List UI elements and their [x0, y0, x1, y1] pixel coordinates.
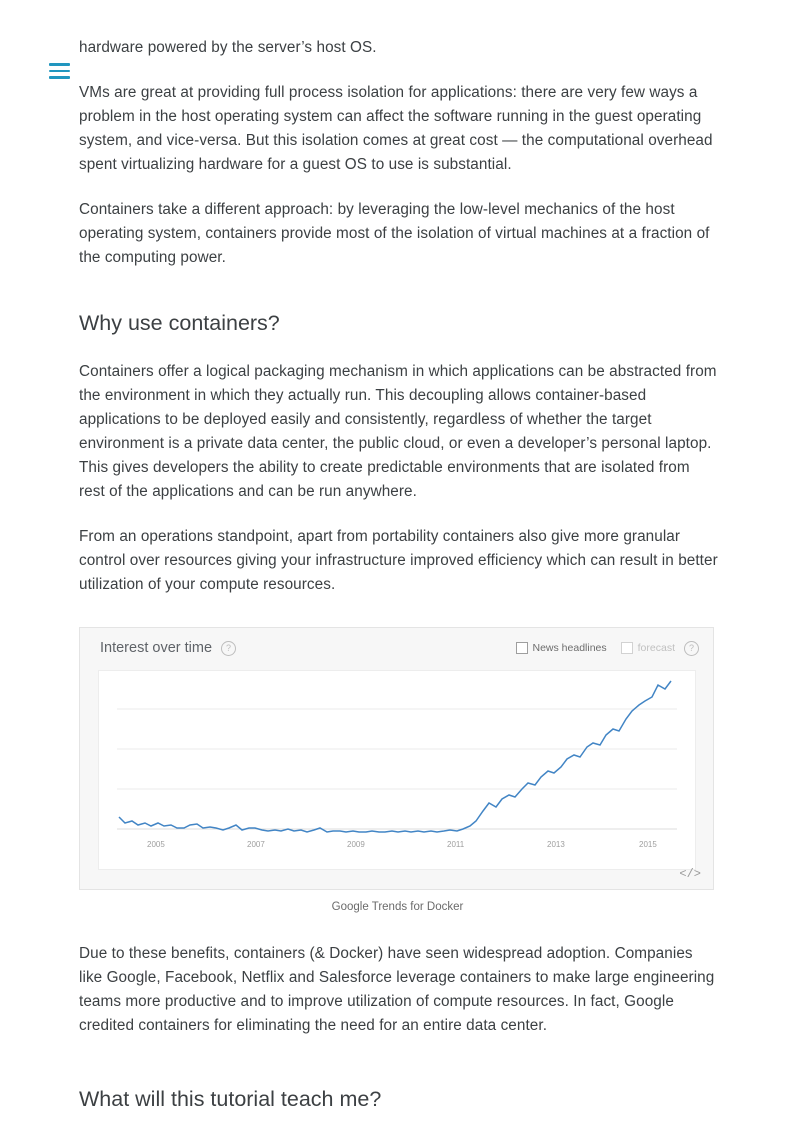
- hamburger-bar: [49, 76, 70, 79]
- xtick-label: 2009: [347, 840, 365, 849]
- xtick-label: 2007: [247, 840, 265, 849]
- heading-why-use-containers: Why use containers?: [79, 311, 280, 335]
- paragraph: VMs are great at providing full process isolation for applications: there are very few ways a problem in the host operating system can affect the software running in the guest operating system, and vice-versa. But this isolation comes at great cost — the computational overhead spent virtualizing hardware for a guest OS to use is substantial.: [79, 84, 713, 173]
- google-trends-figure: [79, 627, 716, 913]
- xtick-label: 2013: [547, 840, 565, 849]
- embed-code-icon[interactable]: </>: [679, 867, 701, 881]
- hamburger-bar: [49, 63, 70, 66]
- checkbox-icon[interactable]: [516, 642, 528, 654]
- forecast-checkbox[interactable]: [621, 641, 699, 656]
- help-icon[interactable]: ?: [221, 641, 236, 656]
- help-icon[interactable]: ?: [684, 641, 699, 656]
- hamburger-icon[interactable]: [49, 60, 71, 82]
- heading-what-will-this-tutorial-teach-me: What will this tutorial teach me?: [79, 1087, 382, 1111]
- trends-widget-options: [516, 641, 700, 656]
- xtick-label: 2015: [639, 840, 657, 849]
- trends-widget-title: Interest over time: [100, 640, 213, 656]
- paragraph: Containers take a different approach: by leveraging the low-level mechanics of the host operating system, containers provide most of the isolation of virtual machines at a fraction of the computing power.: [79, 201, 710, 266]
- news-headlines-checkbox[interactable]: [516, 642, 607, 654]
- paragraph: Containers offer a logical packaging mechanism in which applications can be abstracted from the environment in which they actually run. This decoupling allows container-based applications to be deployed easily and consistently, regardless of whether the target environment is a private data center, the public cloud, or even a developer’s personal laptop. This gives developers the ability to create predictable environments that are isolated from rest of the applications and can be run anywhere.: [79, 363, 717, 500]
- gridlines: [117, 709, 677, 829]
- paragraph: Due to these benefits, containers (& Docker) have seen widespread adoption. Companies like Google, Facebook, Netflix and Salesforce leverage containers to make large engineering teams more productive and to improve utilization of compute resources. In fact, Google credited containers for eliminating the need for an entire data center.: [79, 945, 715, 1034]
- xtick-label: 2005: [147, 840, 165, 849]
- forecast-label: forecast: [637, 642, 675, 654]
- paragraph: From an operations standpoint, apart from portability containers also give more granular control over resources giving your infrastructure improved efficiency which can result in better utilization of your compute resources.: [79, 528, 718, 593]
- trends-chart: [98, 670, 696, 870]
- trends-widget-header: [80, 628, 713, 668]
- x-axis-tick-labels: [147, 840, 657, 849]
- trends-chart-svg: [99, 671, 695, 869]
- trends-widget: [79, 627, 714, 890]
- trends-series-line: [119, 681, 671, 832]
- news-headlines-label: News headlines: [532, 642, 607, 654]
- paragraph: hardware powered by the server’s host OS.: [79, 39, 377, 56]
- xtick-label: 2011: [447, 840, 465, 849]
- hamburger-bar: [49, 70, 70, 73]
- checkbox-icon[interactable]: [621, 642, 633, 654]
- article-content: [79, 36, 719, 1114]
- figure-caption: Google Trends for Docker: [331, 901, 464, 913]
